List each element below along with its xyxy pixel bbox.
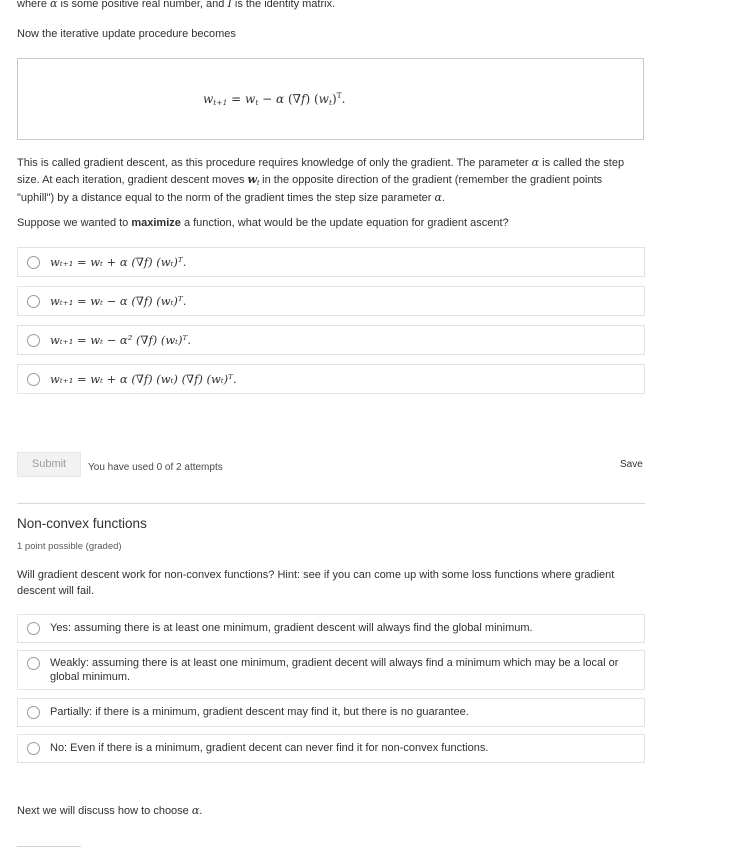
- option-label: wₜ₊₁ = wₜ + α (∇f) (wₜ)ᵀ.: [50, 255, 187, 269]
- save-button[interactable]: Save: [620, 459, 643, 470]
- question-nonconvex: Will gradient descent work for non-convex functions? Hint: see if you can come up with some loss functions where gradient descent will fail.: [17, 569, 615, 597]
- next-topic-text: Next we will discuss how to choose α.: [17, 804, 203, 817]
- option-label: Partially: if there is a minimum, gradient descent may find it, but there is no guarantee.: [50, 706, 469, 718]
- option-label: Weakly: assuming there is at least one minimum, gradient decent will always find a minimum which may be a local or global minimum.: [50, 657, 619, 683]
- option-ascent-1[interactable]: [17, 247, 645, 277]
- equation-box: [17, 58, 644, 140]
- radio-button[interactable]: [27, 742, 40, 755]
- intro-text: Now the iterative update procedure becomes: [17, 28, 236, 40]
- option-ascent-3[interactable]: [17, 325, 645, 355]
- next-button-edge: [17, 846, 81, 847]
- explanation-paragraph: This is called gradient descent, as this procedure requires knowledge of only the gradient. The parameter α is called the step size. At each iteration, gradient descent moves $w_t$ in the opposite direction of the gradient (remember the gradient points "uphill") by a distance equal to the norm of the gradient times the step size parameter α.: [17, 156, 625, 204]
- radio-button[interactable]: [27, 622, 40, 635]
- option-label: wₜ₊₁ = wₜ − α² (∇f) (wₜ)ᵀ.: [50, 333, 192, 347]
- radio-button[interactable]: [27, 256, 40, 269]
- option-nonconvex-partially[interactable]: [17, 698, 645, 727]
- radio-button[interactable]: [27, 373, 40, 386]
- option-ascent-2[interactable]: [17, 286, 645, 316]
- radio-button[interactable]: [27, 706, 40, 719]
- section-title: Non-convex functions: [17, 516, 147, 531]
- option-nonconvex-yes[interactable]: [17, 614, 645, 643]
- attempts-counter: You have used 0 of 2 attempts: [88, 462, 223, 473]
- submit-button[interactable]: Submit: [17, 452, 81, 477]
- option-label: No: Even if there is a minimum, gradient decent can never find it for non-convex functions.: [50, 742, 489, 754]
- option-nonconvex-weakly[interactable]: [17, 650, 645, 690]
- option-ascent-4[interactable]: [17, 364, 645, 394]
- option-label: wₜ₊₁ = wₜ + α (∇f) (wₜ) (∇f) (wₜ)ᵀ.: [50, 372, 237, 386]
- radio-button[interactable]: [27, 295, 40, 308]
- radio-button[interactable]: [27, 334, 40, 347]
- top-context-text: where α is some positive real number, and I is the identity matrix.: [17, 0, 336, 10]
- section-divider: [17, 503, 645, 504]
- question-gradient-ascent: Suppose we wanted to maximize a function, what would be the update equation for gradient ascent?: [17, 217, 509, 229]
- option-label: wₜ₊₁ = wₜ − α (∇f) (wₜ)ᵀ.: [50, 294, 187, 308]
- points-label: 1 point possible (graded): [17, 541, 122, 552]
- option-label: Yes: assuming there is at least one minimum, gradient descent will always find the global minimum.: [50, 622, 533, 634]
- option-nonconvex-no[interactable]: [17, 734, 645, 763]
- update-equation: $w_{t+1} = w_t - \alpha$ (∇f) $(w_t)^T$.: [203, 91, 346, 107]
- radio-button[interactable]: [27, 657, 40, 670]
